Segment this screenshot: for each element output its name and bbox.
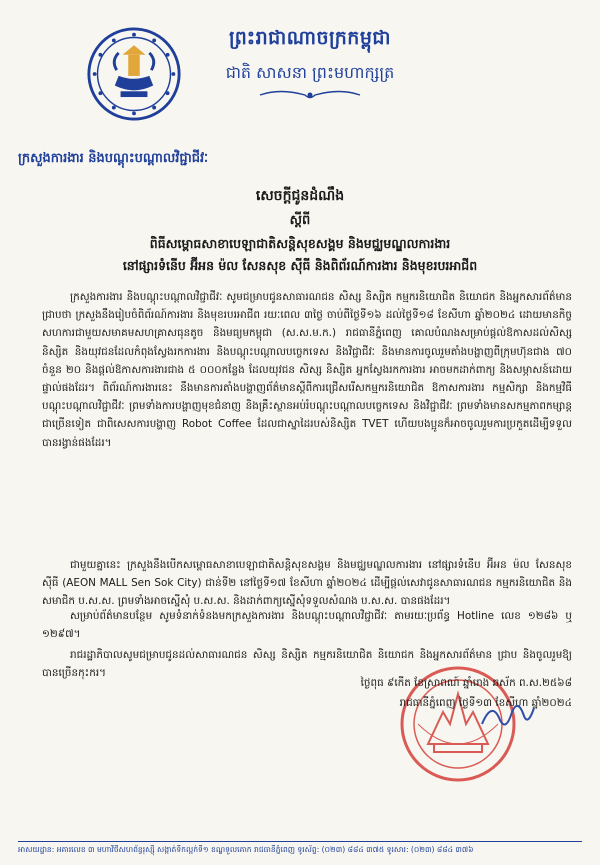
signature-icon (478, 694, 538, 734)
paragraph-hotline-text: សម្រាប់ព័ត៌មានបន្ថែម សូមទំនាក់ទំនងមកក្រសួងការងារ និងបណ្តុះបណ្តាលវិជ្ជាជីវៈ តាមរយៈប្រព័ន្ធ Hotline លេខ ១២៨៦ ឬ ១២៩៧។ (42, 610, 572, 641)
paragraph-hotline (42, 607, 572, 643)
date-solar: រាជធានីភ្នំពេញ ថ្ងៃទី១៣ ខែសីហា ឆ្នាំ២០២៤ (399, 697, 572, 709)
paragraph-event-details (42, 288, 572, 452)
date-lunar: ថ្ងៃពុធ ៩កើត ខែស្រាពណ៍ ឆ្នាំរោង ឆស័ក ព.ស.២៥៦៨ (360, 677, 572, 689)
ornament-divider-icon (250, 88, 370, 102)
paragraph-event-details-text: ក្រសួងការងារ និងបណ្តុះបណ្តាលវិជ្ជាជីវៈ សូមជម្រាបជូនសាធារណជន សិស្ស និស្សិត កម្មករនិយោជិត និយោជក និងអ្នកសារព័ត៌មាន ជ្រាបថា ក្រសួងនឹងរៀបចំពិព័រណ៍ការងារ និងមុខរបរអាជីព រយៈពេល ៣ថ្ងៃ ចាប់ពីថ្ងៃទី១៦ ដល់ថ្ងៃទី១៨ ខែសីហា ឆ្នាំ២០២៤ ដោយមានកិច្ចសហការជាមួយសមាគមសហគ្រាសធុនតូច និងមធ្យមកម្ពុជា (ស.ស.ម.ក.) រាជធានីភ្នំពេញ គោលបំណងសម្រាប់ផ្តល់ឱកាសដល់សិស្ស និស្សិត និងយុវជនដែលកំពុងស្វែងរកការងារ និងបណ្តុះបណ្តាលបច្ចេកទេស និងវិជ្ជាជីវៈ និងមានការចូលរួមតាំងបង្ហាញពីក្រុមហ៊ុនជាង ៧០ ចំនួន ២០ និងផ្តល់ឱកាសការងារជាង ៥ ០០០កន្លែង ដែលយុវជន សិស្ស និស្សិត អ្នកស្វែងរកការងារ អាចមកដាក់ពាក្យ និងសម្ភាសន៍ដោយផ្ទាល់ផងដែរ។ ពិព័រណ៍ការងារនេះ នឹងមានការតាំងបង្ហាញព័ត៌មានស្តីពីការជ្រើសរើសកម្មករនិយោជិត ឱកាសការងារ កម្មសិក្សា និងកម្មវិធីបណ្តុះបណ្តាលវិជ្ជាជីវៈ ព្រមទាំងការបង្ហាញមុខជំនាញ និងគ្រឹះស្ថានអប់រំបណ្តុះបណ្តាលបច្ចេកទេស និងវិជ្ជាជីវៈ ព្រមទាំងមានសកម្មភាពកម្សាន្តជាច្រើនទៀត ជាពិសេសការបង្ហាញ Robot Coffee ដែលជាស្នាដៃរបស់និស្សិត TVET ហើយបងប្អូនក៏អាចចូលរួមការប្រកួតដើម្បីទទួលបានរង្វាន់ផងដែរ។ (42, 291, 572, 449)
letterhead (200, 26, 420, 102)
national-motto: ជាតិ សាសនា ព្រះមហាក្សត្រ (225, 63, 395, 82)
footer-divider (18, 841, 582, 842)
paragraph-closing-text: រាជរដ្ឋាភិបាលសូមជម្រាបជូនដល់សាធារណជន សិស្ស និស្សិត កម្មករនិយោជិត និយោជក និងអ្នកសារព័ត៌មាន ជ្រាប និងចូលរួមឱ្យបានច្រើនកុះករ។ (42, 649, 572, 680)
kingdom-title: ព្រះរាជាណាចក្រកម្ពុជា (229, 27, 391, 49)
notice-title: សេចក្តីជូនដំណឹង (255, 188, 345, 204)
ministry-name: ក្រសួងការងារ និងបណ្តុះបណ្តាលវិជ្ជាជីវៈ (18, 151, 209, 166)
paragraph-branch-opening-text: ជាមួយគ្នានេះ ក្រសួងនឹងបើកសម្ពោធសាខាបេឡាជាតិសន្តិសុខសង្គម និងមជ្ឈមណ្ឌលការងារ នៅផ្សារទំនើប អ៊ីអន ម៉ល សែនសុខ ស៊ីធី (AEON MALL Sen Sok City) ជាន់ទី២ នៅថ្ងៃទី១៧ ខែសីហា ឆ្នាំ២០២៤ ដើម្បីផ្តល់សេវាជូនសាធារណជន កម្មករនិយោជិត និងសមាជិក ប.ស.ស. ព្រមទាំងអាចស្នើសុំ ប.ស.ស. និងដាក់ពាក្យស្នើសុំទទួលសំណង ប.ស.ស. បានផងដែរ។ (42, 559, 572, 608)
notice-subject-label: ស្តីពី (289, 213, 311, 228)
paragraph-branch-opening (42, 556, 572, 611)
notice-subject-line-1: ពិធីសម្ពោធសាខាបេឡាជាតិសន្តិសុខសង្គម និងមជ្ឈមណ្ឌលការងារ (149, 236, 451, 251)
ministry-emblem-icon (86, 26, 182, 122)
footer-address: អាសយដ្ឋាន: អគារលេខ ៣ មហាវិថីសហព័ន្ធរុស្ស៊ី សង្កាត់ទឹកល្អក់ទី១ ខណ្ឌទួលគោក រាជធានីភ្នំពេញ ទូរស័ព្ទ: (០២៣) ៨៨៤ ៣៧៥ ទូរសារ: (០២៣) ៨៨៤ ៣៧៦ (18, 845, 474, 854)
notice-subject-line-2: នៅផ្សារទំនើប អ៊ីអន ម៉ល សែនសុខ ស៊ីធី និងពិព័រណ៍ការងារ និងមុខរបរអាជីព (122, 258, 478, 273)
